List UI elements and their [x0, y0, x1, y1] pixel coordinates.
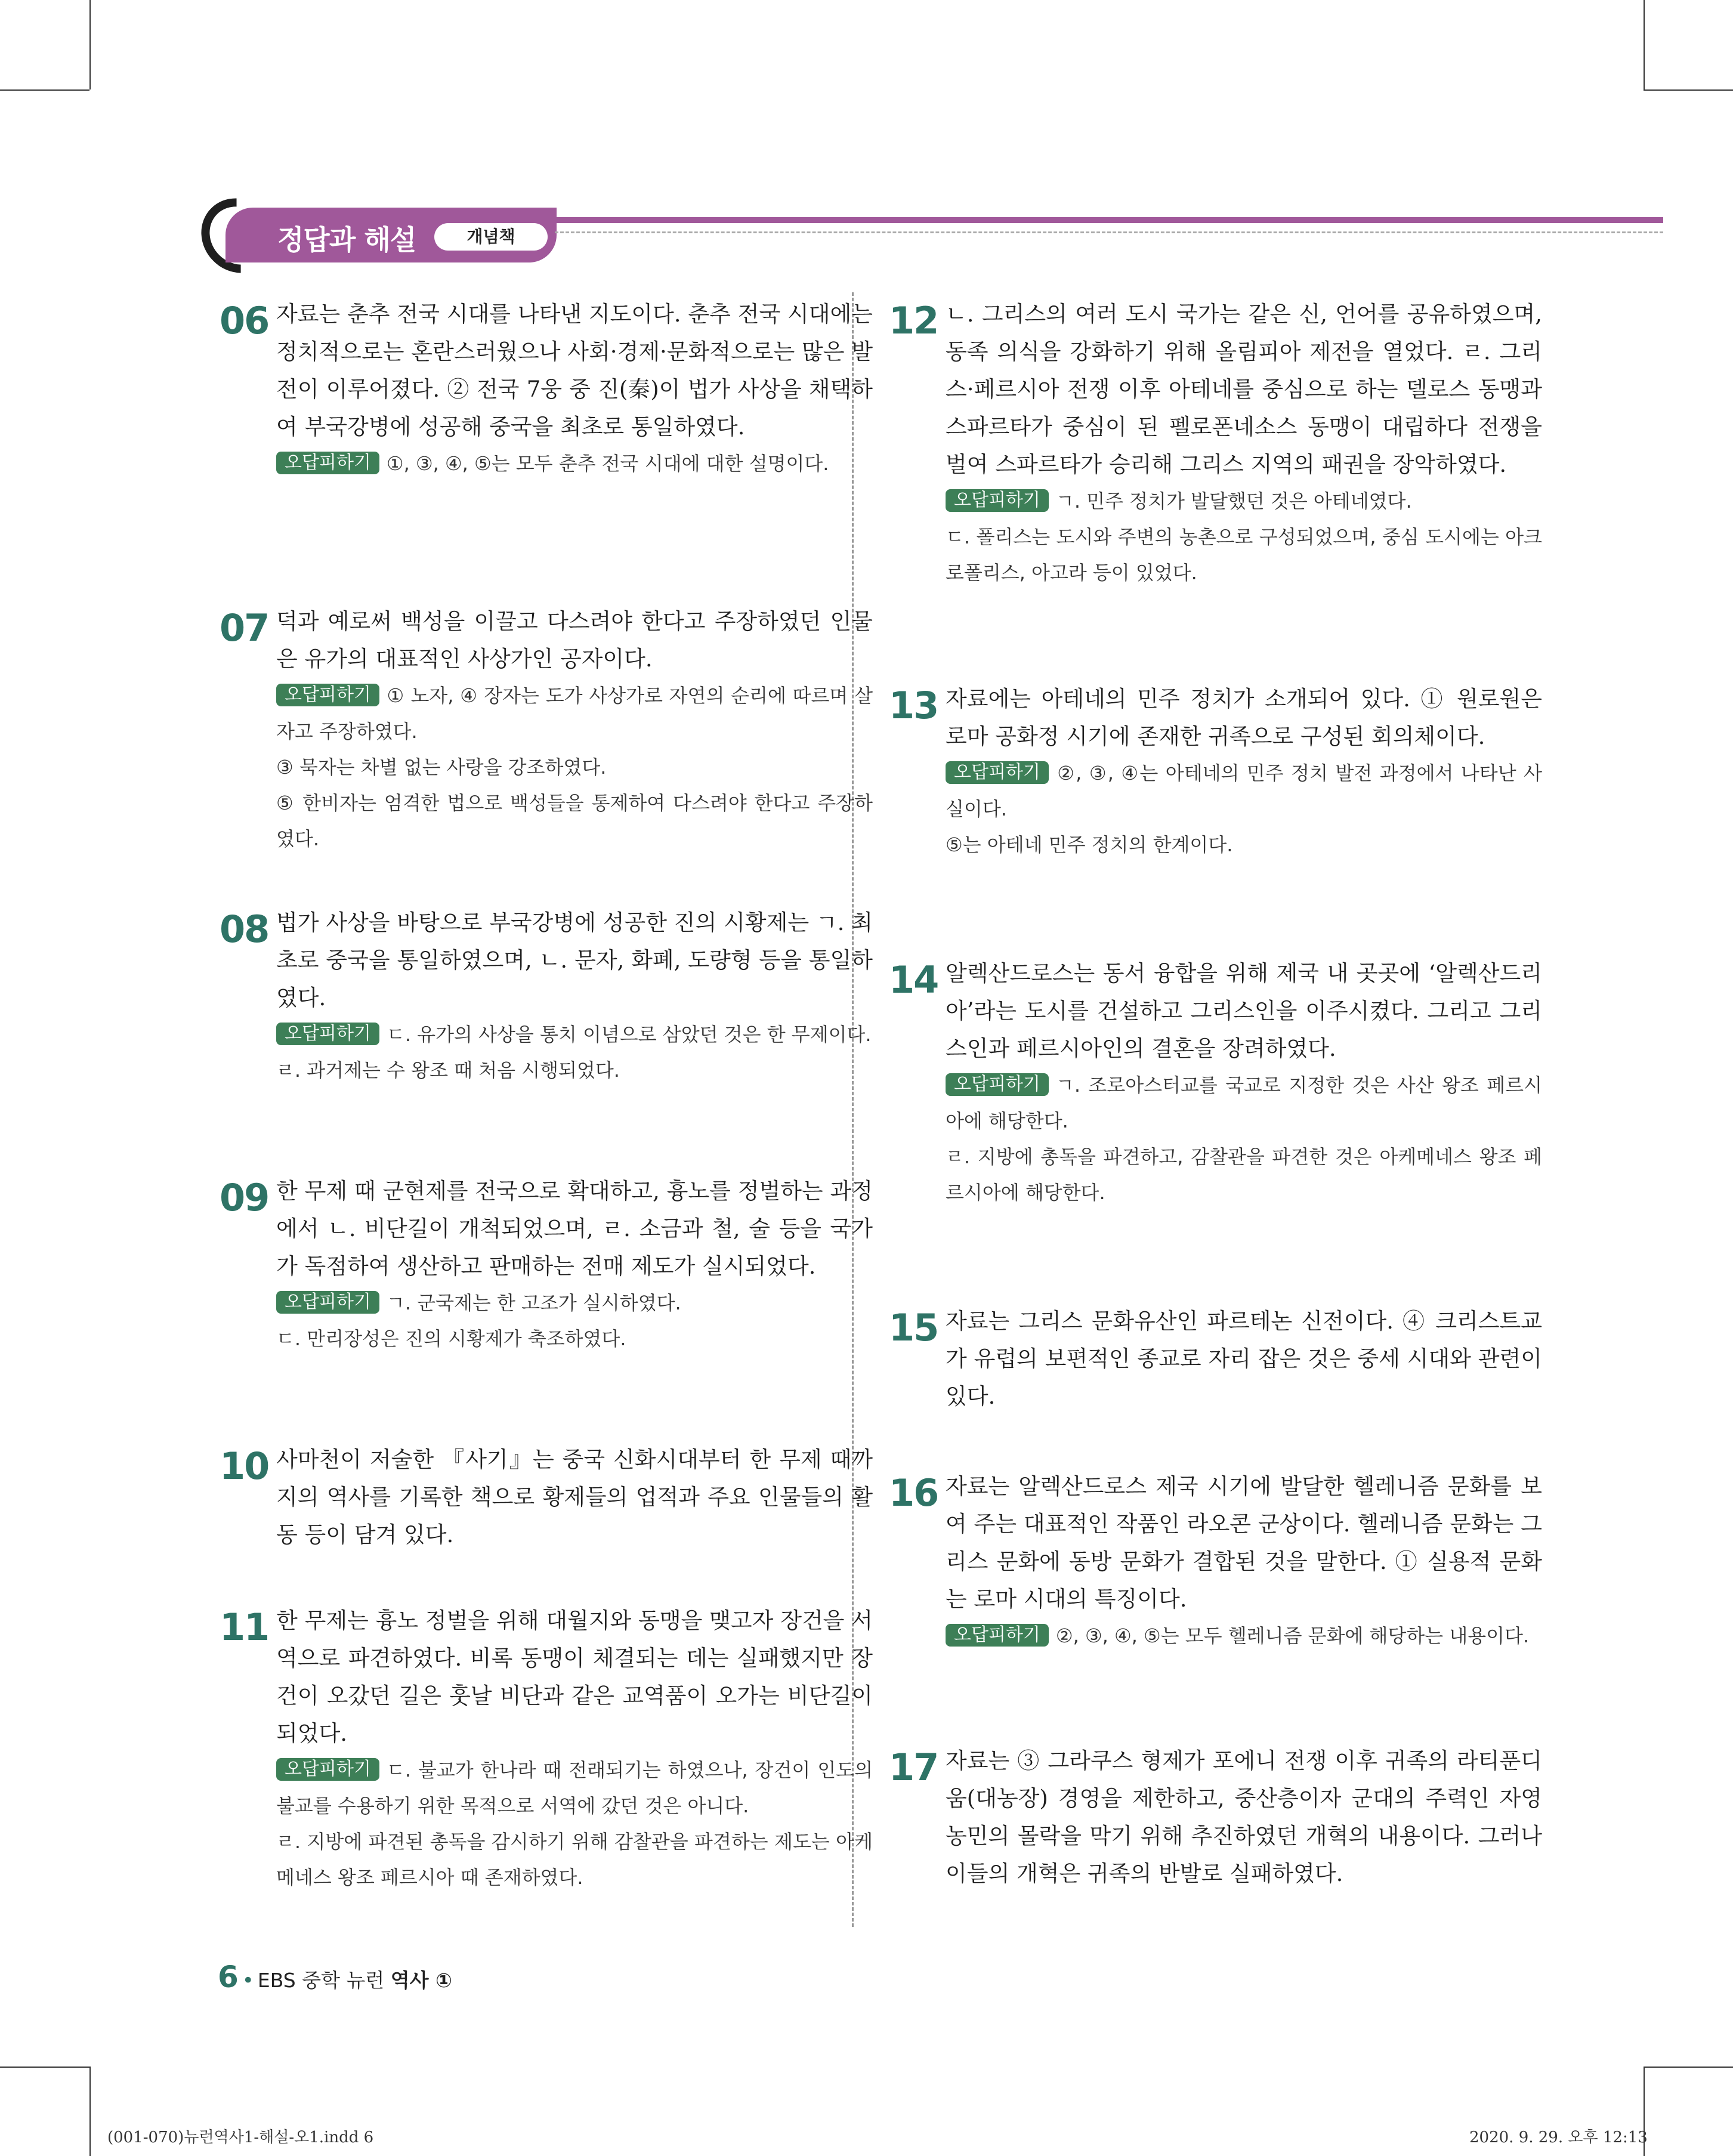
explanation-text: 한 무제는 흉노 정벌을 위해 대월지와 동맹을 맺고자 장건을 서역으로 파견하였다. 비록 동맹이 체결되는 데는 실패했지만 장건이 오갔던 길은 훗날 비단과 같은 교역품이 오가는 비단길이 되었다.: [276, 1608, 873, 1746]
avoid-badge: 오답피하기: [946, 489, 1049, 512]
avoid-note: ㄷ. 폴리스는 도시와 주변의 농촌으로 구성되었으며, 중심 도시에는 아크로폴리스, 아고라 등이 있었다.: [946, 526, 1542, 584]
avoid-badge: 오답피하기: [946, 1073, 1049, 1096]
item-number: 10: [220, 1444, 269, 1488]
crop-mark: [1644, 2067, 1733, 2068]
crop-mark: [1644, 0, 1645, 89]
print-slug-date: 2020. 9. 29. 오후 12:13: [1469, 2129, 1648, 2146]
explanation-text: 알렉산드로스는 동서 융합을 위해 제국 내 곳곳에 ‘알렉산드리아’라는 도시를 건설하고 그리스인을 이주시켰다. 그리고 그리스인과 페르시아인의 결혼을 장려하였다.: [946, 960, 1542, 1061]
avoid-note: 오답피하기 ㄷ. 유가의 사상을 통치 이념으로 삼았던 것은 한 무제이다.: [276, 1017, 873, 1052]
footer-subject: 역사 ①: [390, 1969, 452, 1992]
avoid-badge: 오답피하기: [946, 761, 1049, 784]
header-badge: 개념책: [434, 223, 548, 251]
print-slug-file: (001-070)뉴런역사1-해설-오1.indd 6: [107, 2129, 374, 2146]
page-title: 정답과 해설: [277, 224, 416, 256]
avoid-note: ⑤ 한비자는 엄격한 법으로 백성들을 통제하여 다스려야 한다고 주장하였다.: [276, 792, 873, 850]
avoid-note: ㄹ. 지방에 총독을 파견하고, 감찰관을 파견한 것은 아케메네스 왕조 페르시아에 해당한다.: [946, 1145, 1542, 1204]
item-number: 11: [220, 1605, 269, 1649]
item-number: 15: [889, 1306, 938, 1349]
item-number: 13: [889, 684, 938, 727]
explanation-text: 법가 사상을 바탕으로 부국강병에 성공한 진의 시황제는 ㄱ. 최초로 중국을 통일하였으며, ㄴ. 문자, 화폐, 도량형 등을 통일하였다.: [276, 910, 873, 1011]
item-number: 06: [220, 299, 269, 342]
explanation-text: 사마천이 저술한 『사기』는 중국 신화시대부터 한 무제 때까지의 역사를 기록한 책으로 황제들의 업적과 주요 인물들의 활동 등이 담겨 있다.: [276, 1447, 873, 1547]
avoid-note: 오답피하기 ㄱ. 조로아스터교를 국교로 지정한 것은 사산 왕조 페르시아에 해당한다.: [946, 1074, 1542, 1132]
explanation-text: 자료는 그리스 문화유산인 파르테논 신전이다. ④ 크리스트교가 유럽의 보편적인 종교로 자리 잡은 것은 중세 시대와 관련이 있다.: [946, 1308, 1542, 1409]
avoid-note: 오답피하기 ㄱ. 민주 정치가 발달했던 것은 아테네였다.: [946, 483, 1542, 519]
item-number: 14: [889, 958, 938, 1002]
avoid-note: 오답피하기 ㄱ. 군국제는 한 고조가 실시하였다.: [276, 1285, 873, 1321]
avoid-note: 오답피하기 ①, ③, ④, ⑤는 모두 춘추 전국 시대에 대한 설명이다.: [276, 446, 873, 481]
page-footer: [218, 1960, 452, 1994]
avoid-note: ㄹ. 지방에 파견된 총독을 감시하기 위해 감찰관을 파견하는 제도는 아케메네스 왕조 페르시아 때 존재하였다.: [276, 1830, 873, 1889]
crop-mark: [0, 89, 89, 91]
explanation-text: 자료는 알렉산드로스 제국 시기에 발달한 헬레니즘 문화를 보여 주는 대표적인 작품인 라오콘 군상이다. 헬레니즘 문화는 그리스 문화에 동방 문화가 결합된 것을 말한다. ① 실용적 문화는 로마 시대의 특징이다.: [946, 1474, 1542, 1612]
header-rule: [555, 217, 1663, 223]
item-number: 17: [889, 1746, 938, 1789]
avoid-badge: 오답피하기: [276, 1758, 379, 1781]
header-rule-dashed: [555, 231, 1663, 233]
avoid-note: ㄷ. 만리장성은 진의 시황제가 축조하였다.: [276, 1327, 626, 1350]
avoid-badge: 오답피하기: [276, 1291, 379, 1314]
avoid-badge: 오답피하기: [276, 1023, 379, 1045]
avoid-badge: 오답피하기: [946, 1624, 1049, 1647]
avoid-note: 오답피하기 ②, ③, ④, ⑤는 모두 헬레니즘 문화에 해당하는 내용이다.: [946, 1618, 1542, 1654]
crop-mark: [89, 2067, 91, 2156]
explanation-text: 한 무제 때 군현제를 전국으로 확대하고, 흉노를 정벌하는 과정에서 ㄴ. 비단길이 개척되었으며, ㄹ. 소금과 철, 술 등을 국가가 독점하여 생산하고 판매하는 전매 제도가 실시되었다.: [276, 1178, 873, 1279]
crop-mark: [0, 2067, 89, 2068]
item-number: 09: [220, 1176, 269, 1219]
avoid-badge: 오답피하기: [276, 452, 379, 474]
avoid-badge: 오답피하기: [276, 684, 379, 706]
explanation-text: 덕과 예로써 백성을 이끌고 다스려야 한다고 주장하였던 인물은 유가의 대표적인 사상가인 공자이다.: [276, 609, 873, 672]
footer-bullet: •: [242, 1969, 254, 1993]
page-number: 6: [218, 1960, 239, 1994]
avoid-note: 오답피하기 ① 노자, ④ 장자는 도가 사상가로 자연의 순리에 따르며 살자고 주장하였다.: [276, 684, 873, 743]
avoid-note: ⑤는 아테네 민주 정치의 한계이다.: [946, 833, 1233, 856]
explanation-text: 자료는 춘추 전국 시대를 나타낸 지도이다. 춘추 전국 시대에는 정치적으로는 혼란스러웠으나 사회·경제·문화적으로는 많은 발전이 이루어졌다. ② 전국 7웅 중 진(秦)이 법가 사상을 채택하여 부국강병에 성공해 중국을 최초로 통일하였다.: [276, 301, 873, 440]
item-number: 16: [889, 1471, 938, 1515]
crop-mark: [1644, 89, 1733, 91]
avoid-note: 오답피하기 ㄷ. 불교가 한나라 때 전래되기는 하였으나, 장건이 인도의 불교를 수용하기 위한 목적으로 서역에 갔던 것은 아니다.: [276, 1759, 873, 1817]
avoid-note: 오답피하기 ②, ③, ④는 아테네의 민주 정치 발전 과정에서 나타난 사실이다.: [946, 762, 1542, 820]
explanation-text: 자료는 ③ 그라쿠스 형제가 포에니 전쟁 이후 귀족의 라티푼디움(대농장) 경영을 제한하고, 중산층이자 군대의 주력인 자영 농민의 몰락을 막기 위해 추진하였던 개혁의 내용이다. 그러나 이들의 개혁은 귀족의 반발로 실패하였다.: [946, 1748, 1542, 1886]
explanation-text: ㄴ. 그리스의 여러 도시 국가는 같은 신, 언어를 공유하였으며, 동족 의식을 강화하기 위해 올림피아 제전을 열었다. ㄹ. 그리스·페르시아 전쟁 이후 아테네를 중심으로 하는 델로스 동맹과 스파르타가 중심이 된 펠로폰네소스 동맹이 대립하다 전쟁을 벌여 스파르타가 승리해 그리스 지역의 패권을 장악하였다.: [946, 301, 1542, 477]
item-number: 07: [220, 606, 269, 650]
item-number: 12: [889, 299, 938, 342]
crop-mark: [89, 0, 91, 89]
avoid-note: ㄹ. 과거제는 수 왕조 때 처음 시행되었다.: [276, 1059, 620, 1082]
explanation-text: 자료에는 아테네의 민주 정치가 소개되어 있다. ① 원로원은 로마 공화정 시기에 존재한 귀족으로 구성된 회의체이다.: [946, 686, 1542, 749]
avoid-note: ③ 묵자는 차별 없는 사랑을 강조하였다.: [276, 756, 607, 779]
footer-book-title: EBS 중학 뉴런: [257, 1969, 391, 1992]
item-number: 08: [220, 907, 269, 951]
